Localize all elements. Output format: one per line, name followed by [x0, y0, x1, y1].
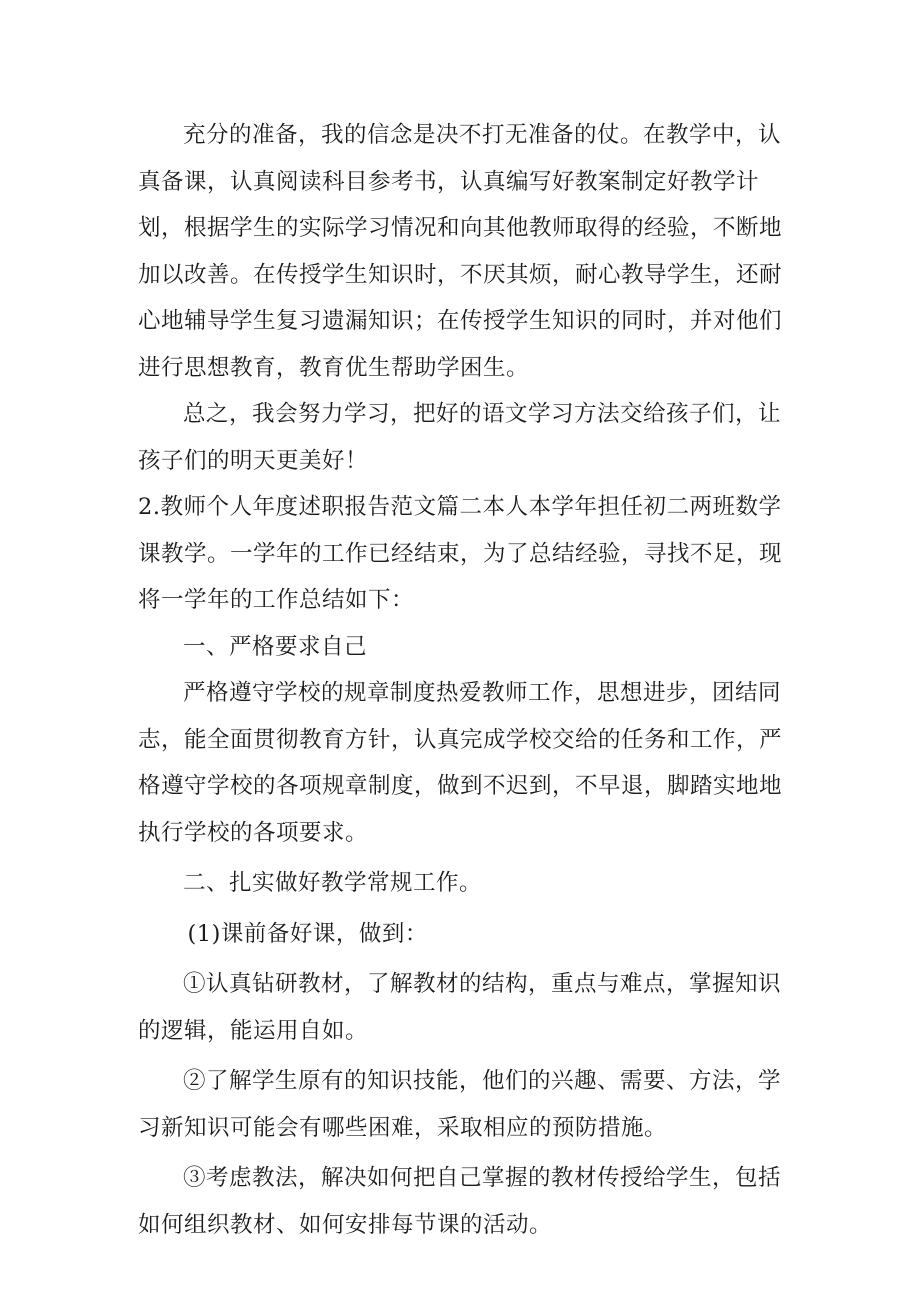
paragraph-self-discipline: 严格遵守学校的规章制度热爱教师工作，思想进步，团结同志，能全面贯彻教育方针，认真完成学校交给的任务和工作，严格遵守学校的各项规章制度，做到不迟到，不早退，脚踏实地地执行学校的各项要求。	[138, 680, 783, 846]
paragraph-preparation: 充分的准备，我的信念是决不打无准备的仗。在教学中，认真备课，认真阅读科目参考书，认真编写好教案制定好教学计划，根据学生的实际学习情况和向其他教师取得的经验，不断地加以改善。在传授学生知识时，不厌其烦，耐心教导学生，还耐心地辅导学生复习遗漏知识；在传授学生知识的同时，并对他们进行思想教育，教育优生帮助学困生。	[138, 122, 783, 381]
list-item-2: ②了解学生原有的知识技能，他们的兴趣、需要、方法，学习新知识可能会有哪些困难，采取相应的预防措施。	[138, 1068, 782, 1141]
section-heading-2: 二、扎实做好教学常规工作。	[183, 870, 483, 896]
list-item-3: ③考虑教法，解决如何把自己掌握的教材传授给学生，包括如何组织教材、如何安排每节课的活动。	[138, 1165, 782, 1238]
list-item-1: ①认真钻研教材，了解教材的结构，重点与难点，掌握知识的逻辑，能运用自如。	[138, 971, 782, 1044]
paragraph-conclusion: 总之，我会努力学习，把好的语文学习方法交给孩子们，让孩子们的明天更美好！	[138, 401, 782, 474]
paragraph-report-intro: 2.教师个人年度述职报告范文篇二本人本学年担任初二两班数学课教学。一学年的工作已经结束，为了总结经验，寻找不足，现将一学年的工作总结如下：	[138, 494, 783, 613]
section-heading-1: 一、严格要求自己	[183, 633, 368, 660]
sub-heading-lesson-prep: (1)课前备好课，做到：	[187, 920, 428, 947]
document-body	[138, 112, 788, 1248]
